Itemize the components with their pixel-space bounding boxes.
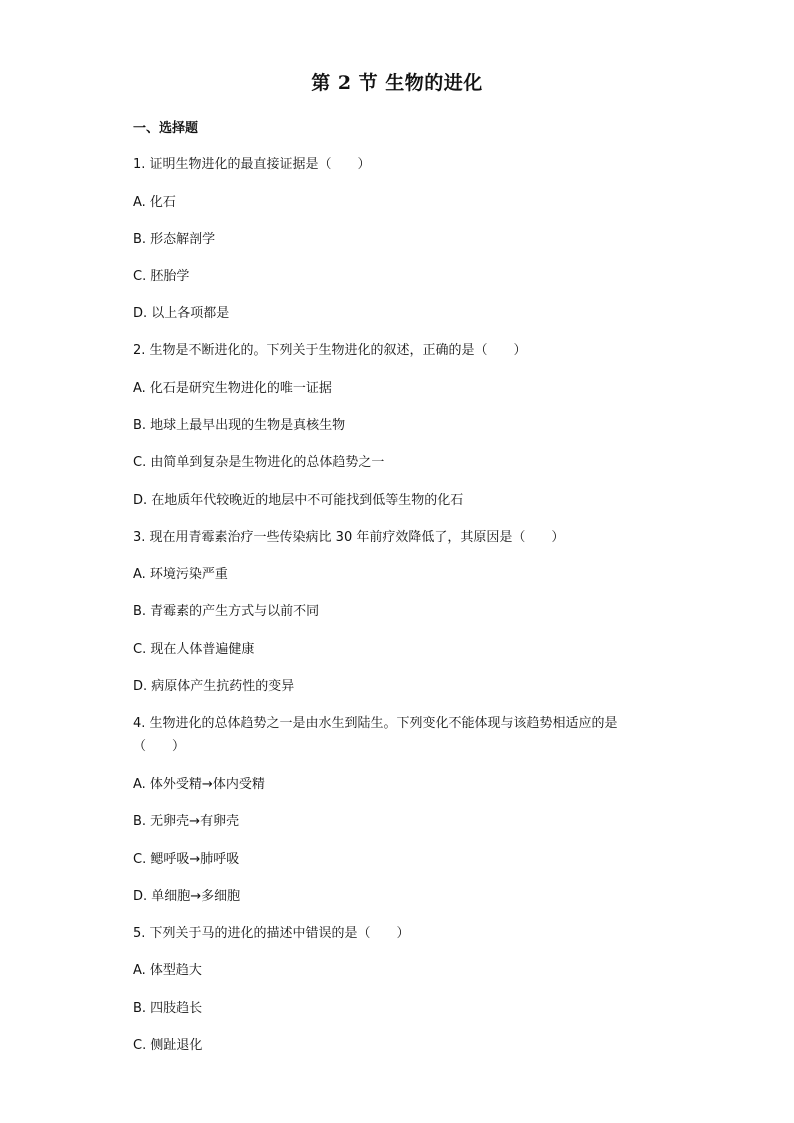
question-5-stem: 5. 下列关于马的进化的描述中错误的是（ ） bbox=[133, 926, 410, 941]
section-heading: 一、选择题 bbox=[133, 121, 199, 136]
question-1-option-d: D. 以上各项都是 bbox=[133, 306, 230, 321]
question-3-option-c: C. 现在人体普遍健康 bbox=[133, 642, 255, 657]
question-5-option-c: C. 侧趾退化 bbox=[133, 1038, 203, 1053]
page-title: 第 2 节 生物的进化 bbox=[311, 72, 483, 94]
question-2-option-c: C. 由简单到复杂是生物进化的总体趋势之一 bbox=[133, 455, 385, 470]
question-3-option-b: B. 青霉素的产生方式与以前不同 bbox=[133, 604, 320, 619]
question-1-option-b: B. 形态解剖学 bbox=[133, 232, 216, 247]
question-4-option-b: B. 无卵壳→有卵壳 bbox=[133, 814, 240, 829]
question-1-option-a: A. 化石 bbox=[133, 195, 176, 210]
question-2-stem: 2. 生物是不断进化的。下列关于生物进化的叙述，正确的是（ ） bbox=[133, 343, 527, 358]
question-4-option-c: C. 鳃呼吸→肺呼吸 bbox=[133, 852, 240, 867]
question-2-option-d: D. 在地质年代较晚近的地层中不可能找到低等生物的化石 bbox=[133, 493, 464, 508]
question-4-stem: 4. 生物进化的总体趋势之一是由水生到陆生。下列变化不能体现与该趋势相适应的是 bbox=[133, 716, 618, 731]
question-3-option-d: D. 病原体产生抗药性的变异 bbox=[133, 679, 295, 694]
question-3-stem: 3. 现在用青霉素治疗一些传染病比 30 年前疗效降低了，其原因是（ ） bbox=[133, 530, 565, 545]
question-4-option-a: A. 体外受精→体内受精 bbox=[133, 777, 265, 792]
question-1-option-c: C. 胚胎学 bbox=[133, 269, 190, 284]
question-5-option-a: A. 体型趋大 bbox=[133, 963, 202, 978]
question-2-option-a: A. 化石是研究生物进化的唯一证据 bbox=[133, 381, 332, 396]
question-3-option-a: A. 环境污染严重 bbox=[133, 567, 228, 582]
question-5-option-b: B. 四肢趋长 bbox=[133, 1001, 203, 1016]
question-1-stem: 1. 证明生物进化的最直接证据是（ ） bbox=[133, 157, 371, 172]
question-4-stem-continuation: （ ） bbox=[133, 739, 186, 754]
question-4-option-d: D. 单细胞→多细胞 bbox=[133, 889, 241, 904]
question-2-option-b: B. 地球上最早出现的生物是真核生物 bbox=[133, 418, 346, 433]
